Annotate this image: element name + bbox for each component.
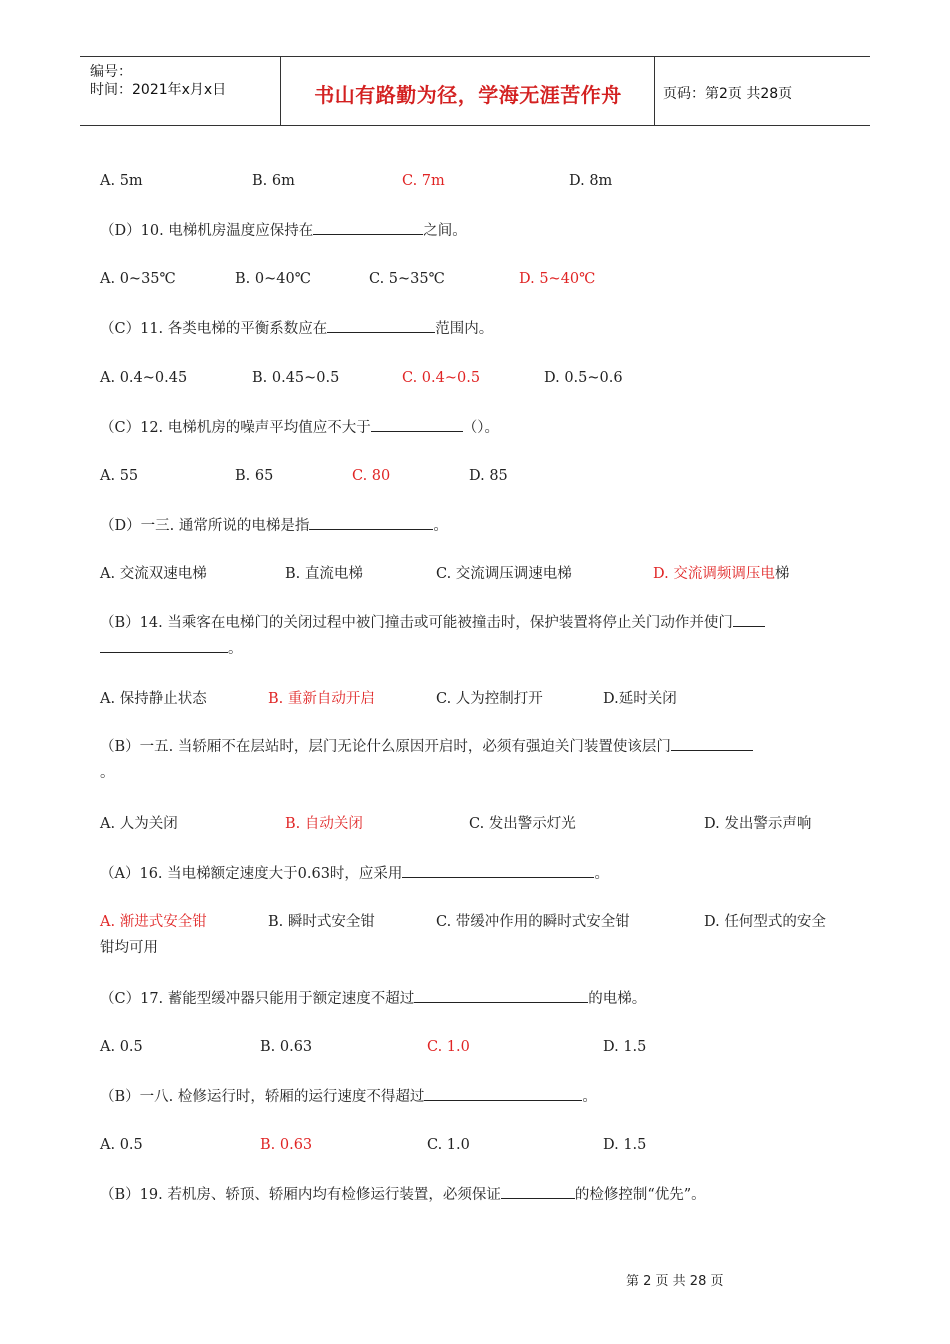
- q13-option-d-red: D. 交流调频调压电: [653, 566, 775, 582]
- q18-option-a: A. 0.5: [100, 1137, 143, 1153]
- page-header: [80, 56, 870, 126]
- q15-option-a: A. 人为关闭: [100, 816, 178, 832]
- q12-option-b: B. 65: [235, 468, 274, 484]
- q10-option-d-answer: D. 5~40℃: [519, 271, 596, 287]
- q12-prefix: （C）12. 电梯机房的噪声平均值应不大于: [100, 420, 371, 436]
- q12-suffix: （）。: [462, 420, 500, 436]
- q15-text: （B）一五. 当轿厢不在层站时，层门无论什么原因开启时，必须有强迫关门装置使该层门: [100, 739, 671, 755]
- q13-suffix: 。: [433, 518, 448, 534]
- q14-option-c: C. 人为控制打开: [436, 691, 543, 707]
- header-page-cell: [655, 57, 870, 125]
- q11-suffix: 范围内。: [435, 321, 494, 337]
- q19-question: [100, 1184, 706, 1205]
- q14-option-a: A. 保持静止状态: [100, 691, 207, 707]
- q19-suffix: 的检修控制“优先”。: [574, 1187, 706, 1203]
- q17-blank: [414, 988, 588, 1003]
- q14-blank-part2: [100, 638, 228, 653]
- q11-option-d: D. 0.5~0.6: [544, 370, 623, 386]
- q13-option-c: C. 交流调压调速电梯: [436, 566, 572, 582]
- q10-prefix: （D）10. 电梯机房温度应保持在: [100, 223, 314, 239]
- header-page-info: 页码：第2页 共28页: [663, 86, 793, 102]
- q9-option-a: A. 5m: [100, 173, 143, 189]
- q10-option-b: B. 0~40℃: [235, 271, 311, 287]
- q18-option-c: C. 1.0: [427, 1137, 470, 1153]
- q13-option-d-answer: [653, 564, 789, 584]
- q18-suffix: 。: [582, 1089, 597, 1105]
- q13-option-b: B. 直流电梯: [285, 566, 363, 582]
- q14-option-b-answer: B. 重新自动开启: [268, 691, 375, 707]
- q11-option-a: A. 0.4~0.45: [100, 370, 188, 386]
- q16-option-d-continued: 钳均可用: [100, 940, 158, 956]
- q9-option-d: D. 8m: [569, 173, 613, 189]
- q17-prefix: （C）17. 蓄能型缓冲器只能用于额定速度不超过: [100, 991, 415, 1007]
- q12-option-a: A. 55: [100, 468, 139, 484]
- q15-question: [100, 734, 870, 786]
- q13-question: [100, 515, 448, 536]
- q13-blank: [309, 515, 433, 530]
- header-meta-cell: [80, 57, 281, 125]
- q10-question: [100, 220, 467, 241]
- q11-question: [100, 318, 493, 339]
- q16-option-c: C. 带缓冲作用的瞬时式安全钳: [436, 914, 630, 930]
- q19-blank: [501, 1184, 575, 1199]
- q17-option-b: B. 0.63: [260, 1039, 313, 1055]
- q10-option-c: C. 5~35℃: [369, 271, 445, 287]
- q15-option-d: D. 发出警示声响: [704, 816, 812, 832]
- q16-prefix: （A）16. 当电梯额定速度大于0.63时，应采用: [100, 866, 403, 882]
- q15-option-c: C. 发出警示灯光: [469, 816, 576, 832]
- q16-option-a-answer: A. 渐进式安全钳: [100, 914, 207, 930]
- q18-question: [100, 1086, 597, 1107]
- q14-text: （B）14. 当乘客在电梯门的关闭过程中被门撞击或可能被撞击时，保护装置将停止关门动作并使门: [100, 615, 733, 631]
- document-time-label: 时间：2021年x月x日: [90, 82, 227, 98]
- q14-question: [100, 610, 870, 662]
- q12-blank: [371, 417, 463, 432]
- q10-option-a: A. 0~35℃: [100, 271, 176, 287]
- q12-option-c-answer: C. 80: [352, 468, 391, 484]
- q14-option-d: D.延时关闭: [603, 691, 677, 707]
- q15-blank: [671, 736, 753, 751]
- page-footer: 第 2 页 共 28 页: [626, 1274, 724, 1289]
- q9-option-c-answer: C. 7m: [402, 173, 445, 189]
- q13-prefix: （D）一三. 通常所说的电梯是指: [100, 518, 310, 534]
- q16-blank: [402, 863, 594, 878]
- q13-option-d-rest: 梯: [774, 566, 790, 582]
- q12-question: [100, 417, 499, 438]
- q12-option-d: D. 85: [469, 468, 508, 484]
- q16-option-b: B. 瞬时式安全钳: [268, 914, 375, 930]
- q15-option-b-answer: B. 自动关闭: [285, 816, 363, 832]
- q19-prefix: （B）19. 若机房、轿顶、轿厢内均有检修运行装置，必须保证: [100, 1187, 501, 1203]
- q16-option-d: D. 任何型式的安全: [704, 914, 826, 930]
- q11-option-c-answer: C. 0.4~0.5: [402, 370, 481, 386]
- q17-question: [100, 988, 646, 1009]
- header-motto: 书山有路勤为径，学海无涯苦作舟: [314, 83, 622, 107]
- q9-option-b: B. 6m: [252, 173, 295, 189]
- q11-prefix: （C）11. 各类电梯的平衡系数应在: [100, 321, 328, 337]
- q15-suffix: 。: [100, 765, 115, 781]
- q18-prefix: （B）一八. 检修运行时，轿厢的运行速度不得超过: [100, 1089, 425, 1105]
- q11-option-b: B. 0.45~0.5: [252, 370, 340, 386]
- document-number-label: 编号：: [90, 64, 132, 80]
- q14-suffix: 。: [228, 641, 243, 657]
- q17-option-d: D. 1.5: [603, 1039, 647, 1055]
- q16-suffix: 。: [594, 866, 609, 882]
- q18-option-d: D. 1.5: [603, 1137, 647, 1153]
- q11-blank: [327, 318, 435, 333]
- q18-blank: [424, 1086, 582, 1101]
- q17-option-c-answer: C. 1.0: [427, 1039, 470, 1055]
- q17-suffix: 的电梯。: [588, 991, 647, 1007]
- q17-option-a: A. 0.5: [100, 1039, 143, 1055]
- q10-suffix: 之间。: [423, 223, 467, 239]
- header-motto-cell: [281, 57, 655, 125]
- q18-option-b-answer: B. 0.63: [260, 1137, 313, 1153]
- q10-blank: [313, 220, 423, 235]
- q13-option-a: A. 交流双速电梯: [100, 566, 207, 582]
- q14-blank-part1: [733, 612, 765, 627]
- q16-question: [100, 863, 609, 884]
